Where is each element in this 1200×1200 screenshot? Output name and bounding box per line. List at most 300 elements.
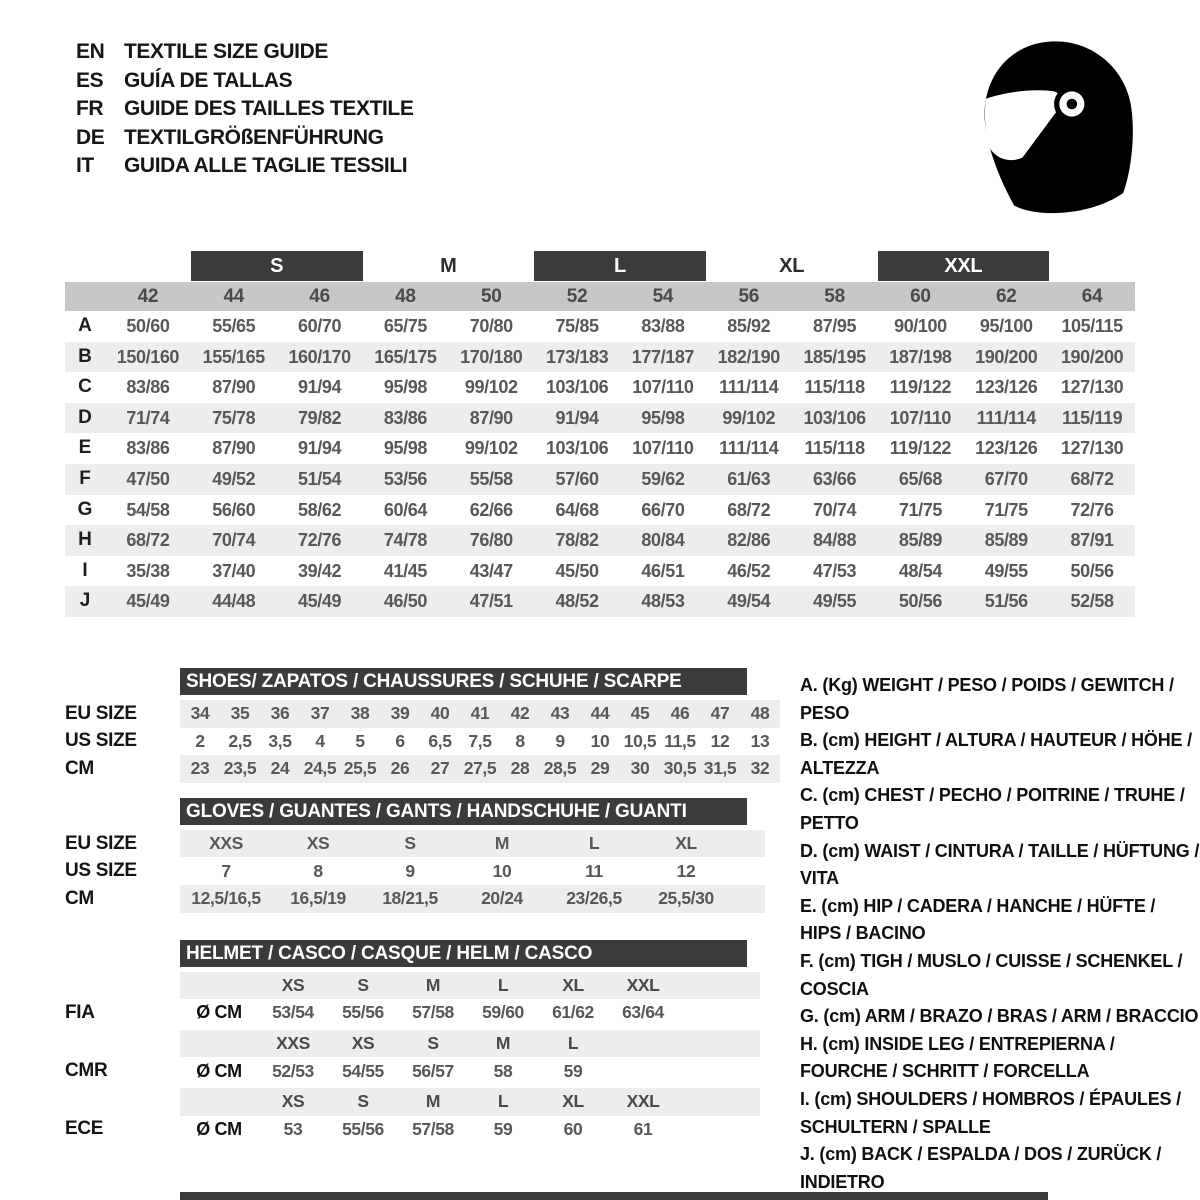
size-value-cell: 185/195 [803,346,866,367]
column-header-44: 44 [223,286,245,307]
size-value-cell: 87/90 [212,377,256,398]
textile-row-i [65,556,1135,587]
helmet-value-cell: 59/60 [482,1002,524,1023]
size-cell: 10 [492,860,512,881]
helmet-sizes-row-fia [65,972,800,1000]
size-value-cell: 83/86 [383,407,427,428]
size-cell: 9 [405,860,415,881]
size-value-cell: 63/66 [813,468,857,489]
cells-cm [180,885,765,913]
legend-line-d: D. (cm) WAIST / CINTURA / TAILLE / HÜFTUNG / VITA [800,840,1200,889]
textile-row-e [65,433,1135,464]
size-value-cell: 76/80 [469,530,513,551]
size-value-cell: 173/183 [545,346,609,367]
standard-label-ece: ECE [65,1118,104,1140]
size-value-cell: 115/118 [804,438,865,459]
size-cell: 34 [190,703,210,724]
helmet-size-cell: XXL [626,1091,660,1112]
shoes-rows-cm [65,755,800,783]
column-header-64: 64 [1081,286,1103,307]
gloves-rows-eu-size [65,830,800,858]
column-header-54: 54 [652,286,674,307]
size-value-cell: 56/60 [212,499,256,520]
size-cell: 29 [590,758,610,779]
size-cell: 25,5/30 [658,888,714,909]
shoes-rows-eu-size [65,700,800,728]
size-cell: 10,5 [623,730,657,751]
helmet-size-cell: XS [351,1033,375,1054]
helmet-size-cell: M [425,974,441,995]
row-letter: I [82,559,88,581]
size-value-cell: 65/75 [383,316,427,336]
textile-row-g [65,495,1135,526]
size-value-cell: 111/114 [719,438,779,459]
size-cell: XXS [209,833,243,854]
helmet-value-cell: 60 [563,1118,583,1139]
size-value-cell: 71/75 [984,499,1028,520]
size-value-cell: 190/200 [975,346,1038,367]
size-value-cell: 177/187 [631,346,695,367]
size-cell: 8 [515,730,525,751]
size-cell: 13 [750,730,770,751]
size-value-cell: 70/74 [813,499,857,520]
textile-row-b [65,342,1135,373]
size-value-cell: 49/55 [813,591,857,612]
row-letter: D [78,406,92,428]
language-code: IT [76,154,94,177]
textile-table-body [65,311,1135,617]
column-header-62: 62 [995,286,1017,307]
size-value-cell: 48/54 [898,560,942,581]
column-header-60: 60 [910,286,931,307]
size-value-cell: 44/48 [212,591,256,612]
helmet-sizes-row-cmr [65,1030,800,1058]
textile-row-a [65,311,1135,342]
size-value-cell: 66/70 [641,499,685,520]
standard-label-fia: FIA [65,1001,95,1023]
gloves-rows-us-size [65,857,800,885]
helmet-title-bar: HELMET / CASCO / CASQUE / HELM / CASCO [180,940,747,967]
size-value-cell: 119/122 [889,377,952,398]
helmet-group-cmr [65,1030,800,1085]
size-value-cell: 71/75 [898,499,942,520]
size-value-cell: 103/106 [545,438,609,459]
helmet-value-cell: 61 [633,1118,653,1139]
size-value-cell: 55/58 [469,468,513,489]
size-cell: 7,5 [468,730,492,751]
size-value-cell: 35/38 [126,560,170,581]
size-value-cell: 107/110 [632,438,694,459]
language-row-en [76,38,413,67]
size-value-cell: 60/70 [298,316,342,336]
size-cell: S [404,833,416,854]
size-value-cell: 111/114 [719,377,779,398]
size-cell: 23 [190,758,210,779]
size-value-cell: 47/50 [126,468,170,489]
size-value-cell: 99/102 [722,407,776,428]
helmet-size-cell: XL [562,1091,584,1112]
helmet-group-fia [65,972,800,1027]
helmet-rows [65,972,800,1144]
helmet-value-cell: 53 [283,1118,303,1139]
helmet-value-cell: 58 [493,1060,513,1081]
size-value-cell: 72/76 [298,530,342,551]
row-letter: C [78,376,92,398]
column-header-50: 50 [480,286,502,307]
size-value-cell: 39/42 [298,560,342,581]
size-value-cell: 91/94 [555,407,599,428]
size-value-cell: 105/115 [1061,316,1123,336]
helmet-size-cell: S [357,974,369,995]
size-value-cell: 85/92 [727,316,771,336]
helmet-value-cell: 52/53 [272,1060,314,1081]
size-cell: 11,5 [664,730,696,751]
size-cell: 41 [470,703,490,724]
size-value-cell: 95/98 [383,377,427,398]
gutter-spacer [65,940,180,967]
size-value-cell: 55/65 [212,316,256,336]
size-value-cell: 87/90 [212,438,256,459]
size-group-m: M [440,255,457,277]
helmet-value-cells [180,1116,760,1144]
size-cell: 28,5 [543,758,577,779]
helmet-size-cell: XXS [276,1033,310,1054]
size-cell: M [494,833,510,854]
size-value-cell: 87/91 [1070,530,1114,551]
size-value-cell: 50/56 [898,591,942,612]
size-cell: 39 [390,703,410,724]
legend-line-c: C. (cm) CHEST / PECHO / POITRINE / TRUHE / PETTO [800,785,1185,833]
helmet-icon [972,38,1134,214]
helmet-size-cell: XXL [626,974,660,995]
helmet-values-row-fia [65,999,800,1027]
size-cell: 2,5 [228,730,252,751]
size-value-cell: 43/47 [469,560,513,581]
helmet-size-cell: L [497,1091,509,1112]
size-cell: 36 [270,703,290,724]
size-value-cell: 50/56 [1070,560,1114,581]
size-value-cell: 58/62 [298,499,342,520]
column-header-48: 48 [395,286,416,307]
size-value-cell: 155/165 [202,346,265,367]
gloves-rows-cm [65,885,800,913]
gutter-spacer [65,668,180,695]
size-value-cell: 165/175 [374,346,437,367]
gloves-rows [65,830,800,913]
size-value-cell: 107/110 [889,407,952,428]
size-value-cell: 52/58 [1070,591,1114,612]
size-cell: 6 [395,730,405,751]
legend-line-e: E. (cm) HIP / CADERA / HANCHE / HÜFTE / HIPS / BACINO [800,895,1156,944]
size-cell: 18/21,5 [382,888,438,909]
textile-row-h [65,525,1135,556]
helmet-value-cell: 61/62 [552,1002,594,1023]
size-cell: 44 [590,703,610,724]
bottom-divider-bar [180,1192,1048,1200]
row-label-us-size: US SIZE [65,730,137,752]
size-value-cell: 83/88 [641,316,685,336]
textile-row-j [65,586,1135,617]
gutter-spacer [65,972,180,1000]
size-value-cell: 54/58 [126,499,170,520]
standard-label-cmr: CMR [65,1060,108,1082]
size-value-cell: 80/84 [641,530,685,551]
size-cell: 38 [350,703,370,724]
textile-size-table [65,251,1135,617]
row-letter: G [77,498,93,520]
shoes-rows-us-size [65,728,800,756]
shoes-title-row [65,668,800,695]
language-label: TEXTILE SIZE GUIDE [124,40,328,63]
helmet-size-cell: L [567,1033,579,1054]
size-value-cell: 107/110 [632,377,694,398]
size-value-cell: 190/200 [1060,346,1124,367]
size-cell: 24,5 [303,758,337,779]
size-cell: 4 [315,730,325,751]
size-value-cell: 45/50 [555,560,599,581]
gloves-section [65,798,800,913]
size-value-cell: 50/60 [126,316,170,336]
helmet-size-cells [180,972,760,1000]
language-code: ES [76,68,104,92]
size-value-cell: 68/72 [727,499,771,520]
column-header-52: 52 [566,286,588,307]
size-value-cell: 127/130 [1060,438,1124,459]
size-value-cell: 91/94 [298,377,342,398]
helmet-size-cells [180,1088,760,1116]
size-cell: 46 [670,703,690,724]
language-label: GUIDE DES TAILLES TEXTILE [124,97,414,120]
size-cell: XS [306,833,330,854]
size-value-cell: 46/50 [383,591,427,612]
size-value-cell: 90/100 [894,316,947,336]
size-value-cell: 48/53 [641,591,685,612]
size-value-cell: 51/54 [298,468,342,489]
size-cell: 8 [313,860,323,881]
size-cell: 30 [630,758,650,779]
size-cell: 9 [555,730,565,751]
size-value-cell: 127/130 [1060,377,1124,398]
size-value-cell: 78/82 [555,530,599,551]
size-value-cell: 95/98 [383,438,427,459]
size-value-cell: 103/106 [803,407,866,428]
size-cell: 31,5 [703,758,737,779]
size-value-cell: 70/74 [212,530,256,551]
column-header-56: 56 [738,286,760,307]
column-header-46: 46 [309,286,330,307]
gutter-spacer [65,1030,180,1058]
textile-row-c [65,372,1135,403]
textile-row-d [65,403,1135,434]
size-value-cell: 119/122 [889,438,952,459]
size-cell: 42 [510,703,530,724]
legend-line-f: F. (cm) TIGH / MUSLO / CUISSE / SCHENKEL / COSCIA [800,950,1183,999]
size-value-cell: 95/100 [979,316,1033,336]
size-value-cell: 79/82 [298,407,342,428]
size-value-cell: 87/90 [469,407,513,428]
size-cell: 26 [390,758,410,779]
corner-cell [65,282,105,311]
column-header-58: 58 [824,286,845,307]
size-value-cell: 115/118 [804,377,865,398]
size-group-header-row [65,251,1135,281]
helmet-title-row [65,940,800,967]
size-group-xl: XL [779,255,805,277]
row-label-us-size: US SIZE [65,860,137,882]
helmet-values-row-cmr [65,1057,800,1085]
size-value-cell: 74/78 [383,530,427,551]
size-value-cell: 68/72 [126,530,170,551]
size-value-cell: 75/85 [555,316,599,336]
lower-section [65,668,1200,1196]
language-label: GUÍA DE TALLAS [124,68,293,92]
size-value-cell: 59/62 [641,468,685,489]
size-value-cell: 41/45 [383,560,427,581]
row-letter: A [78,315,92,336]
size-value-cell: 87/95 [813,316,857,336]
helmet-section [65,940,800,1144]
size-value-cell: 103/106 [545,377,609,398]
legend-line-a: A. (Kg) WEIGHT / PESO / POIDS / GEWITCH / PESO [800,675,1174,723]
size-cell: 45 [630,703,650,724]
size-value-cell: 60/64 [383,499,427,520]
size-cell: 20/24 [481,888,523,909]
helmet-value-cell: 55/56 [342,1118,384,1139]
size-value-cell: 187/198 [889,346,952,367]
size-group-s: S [191,251,363,281]
helmet-value-cell: 57/58 [412,1002,454,1023]
size-cell: 10 [590,730,610,751]
size-value-cell: 123/126 [975,377,1038,398]
size-cell: 28 [510,758,530,779]
language-row-es [76,67,413,96]
helmet-value-cell: 57/58 [412,1118,454,1139]
size-value-cell: 67/70 [984,468,1028,489]
helmet-group-ece [65,1088,800,1143]
textile-row-f [65,464,1135,495]
size-group-xxl: XXL [878,251,1050,281]
size-number-header-row [65,282,1135,311]
size-value-cell: 46/51 [641,560,685,581]
size-value-cell: 47/53 [813,560,857,581]
size-value-cell: 84/88 [813,530,857,551]
size-cell: 12 [676,860,696,881]
size-cell: 40 [430,703,450,724]
cells-us-size [180,728,780,756]
size-value-cell: 71/74 [126,407,170,428]
size-value-cell: 53/56 [383,468,427,489]
size-cell: 23/26,5 [566,888,622,909]
size-value-cell: 68/72 [1070,468,1114,489]
size-value-cell: 82/86 [727,530,771,551]
language-title-list [76,38,413,181]
size-value-cell: 70/80 [469,316,513,336]
helmet-value-cell: 55/56 [342,1002,384,1023]
size-value-cell: 48/52 [555,591,599,612]
helmet-value-cells [180,999,760,1027]
size-value-cell: 72/76 [1070,499,1114,520]
row-letter: E [78,437,92,459]
size-value-cell: 85/89 [898,530,942,551]
row-label-cm: CM [65,887,94,909]
cells-cm [180,755,780,783]
size-cell: 12 [710,730,730,751]
size-cell: 23,5 [223,758,257,779]
size-cell: 3,5 [268,730,292,751]
gloves-title-row [65,798,800,825]
language-row-fr [76,95,413,124]
size-cell: 11 [585,860,603,881]
legend-line-j: J. (cm) BACK / ESPALDA / DOS / ZURÜCK / INDIETRO [800,1144,1162,1192]
helmet-value-cell: 54/55 [342,1060,384,1081]
language-label: TEXTILGRÖßENFÜHRUNG [124,125,384,149]
size-value-cell: 75/78 [212,407,256,428]
row-letter: F [79,467,91,489]
helmet-value-cell: 63/64 [622,1002,664,1023]
size-value-cell: 85/89 [984,530,1028,551]
size-cell: 2 [195,730,205,751]
size-cell: 37 [310,703,330,724]
legend-line-g: G. (cm) ARM / BRAZO / BRAS / ARM / BRACCIO [800,1006,1199,1027]
row-letter: B [78,345,92,367]
language-code: DE [76,125,105,149]
helmet-size-cell: XS [281,974,305,995]
shoes-section [65,668,800,783]
helmet-value-cells [180,1057,760,1085]
shoes-title-bar: SHOES/ ZAPATOS / CHAUSSURES / SCHUHE / SCARPE [180,668,747,695]
row-label-eu-size: EU SIZE [65,702,137,724]
helmet-size-cell: S [357,1091,369,1112]
helmet-size-cell: M [425,1091,441,1112]
size-cell: 35 [230,703,250,724]
helmet-sizes-row-ece [65,1088,800,1116]
legend-line-b: B. (cm) HEIGHT / ALTURA / HAUTEUR / HÖHE / ALTEZZA [800,730,1192,778]
helmet-value-cell: 59 [493,1118,513,1139]
size-value-cell: 91/94 [298,438,342,459]
accessory-tables [65,668,800,1196]
size-value-cell: 83/86 [126,377,170,398]
helmet-value-cell: 53/54 [272,1002,314,1023]
legend-line-i: I. (cm) SHOULDERS / HOMBROS / ÉPAULES / SCHULTERN / SPALLE [800,1088,1181,1137]
size-cell: 12,5/16,5 [191,888,261,909]
helmet-size-cell: L [497,974,509,995]
helmet-value-cell: 59 [563,1060,583,1081]
language-code: EN [76,40,105,63]
column-header-42: 42 [137,286,159,307]
size-value-cell: 115/119 [1061,407,1123,428]
size-cell: 27,5 [463,758,497,779]
helmet-size-cell: M [495,1033,511,1054]
size-value-cell: 49/52 [212,468,256,489]
language-row-de [76,124,413,153]
gutter-spacer [65,1088,180,1116]
size-cell: 43 [550,703,570,724]
size-value-cell: 150/160 [116,346,180,367]
size-cell: 27 [430,758,450,779]
size-value-cell: 123/126 [975,438,1038,459]
size-value-cell: 64/68 [555,499,599,520]
cells-eu-size [180,830,765,858]
helmet-size-cell: XL [562,974,584,995]
size-cell: 24 [270,758,290,779]
size-cell: 6,5 [428,730,452,751]
size-value-cell: 99/102 [464,377,518,398]
size-cell: 7 [221,860,231,881]
gutter-spacer [65,798,180,825]
row-letter: J [79,590,91,612]
diameter-label: Ø CM [196,1060,242,1081]
visor-pivot-dot [1067,99,1077,109]
